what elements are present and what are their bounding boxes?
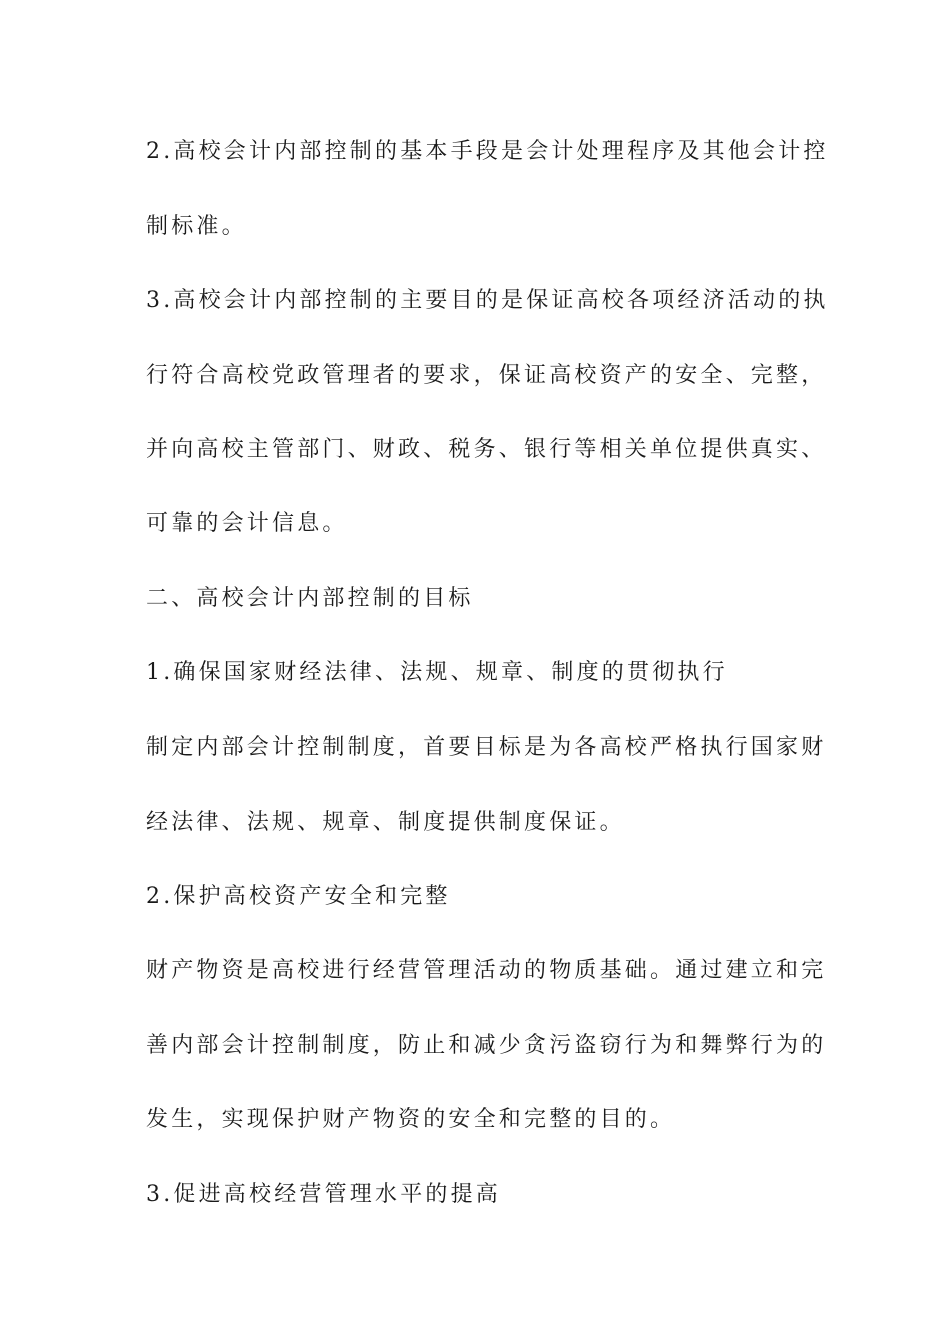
paragraph-1-line-1: 制定内部会计控制制度，首要目标是为各高校严格执行国家财 bbox=[146, 735, 827, 760]
paragraph-item-3-line-1: 3.高校会计内部控制的主要目的是保证高校各项经济活动的执 bbox=[146, 288, 829, 313]
paragraph-1-line-2: 经法律、法规、规章、制度提供制度保证。 bbox=[146, 810, 625, 835]
subheading-2: 2.保护高校资产安全和完整 bbox=[146, 884, 451, 909]
subheading-1: 1.确保国家财经法律、法规、规章、制度的贯彻执行 bbox=[146, 660, 728, 685]
section-heading: 二、高校会计内部控制的目标 bbox=[146, 586, 474, 611]
paragraph-item-2-line-1: 2.高校会计内部控制的基本手段是会计处理程序及其他会计控 bbox=[146, 139, 829, 164]
paragraph-item-2-line-2: 制标准。 bbox=[146, 214, 247, 239]
paragraph-item-3-line-2: 行符合高校党政管理者的要求，保证高校资产的安全、完整， bbox=[146, 363, 827, 388]
paragraph-item-3-line-3: 并向高校主管部门、财政、税务、银行等相关单位提供真实、 bbox=[146, 437, 827, 462]
subheading-3: 3.促进高校经营管理水平的提高 bbox=[146, 1182, 501, 1207]
paragraph-2-line-2: 善内部会计控制制度，防止和减少贪污盗窃行为和舞弊行为的 bbox=[146, 1033, 827, 1058]
paragraph-2-line-1: 财产物资是高校进行经营管理活动的物质基础。通过建立和完 bbox=[146, 958, 827, 983]
paragraph-2-line-3: 发生，实现保护财产物资的安全和完整的目的。 bbox=[146, 1107, 676, 1132]
paragraph-item-3-line-4: 可靠的会计信息。 bbox=[146, 511, 348, 536]
